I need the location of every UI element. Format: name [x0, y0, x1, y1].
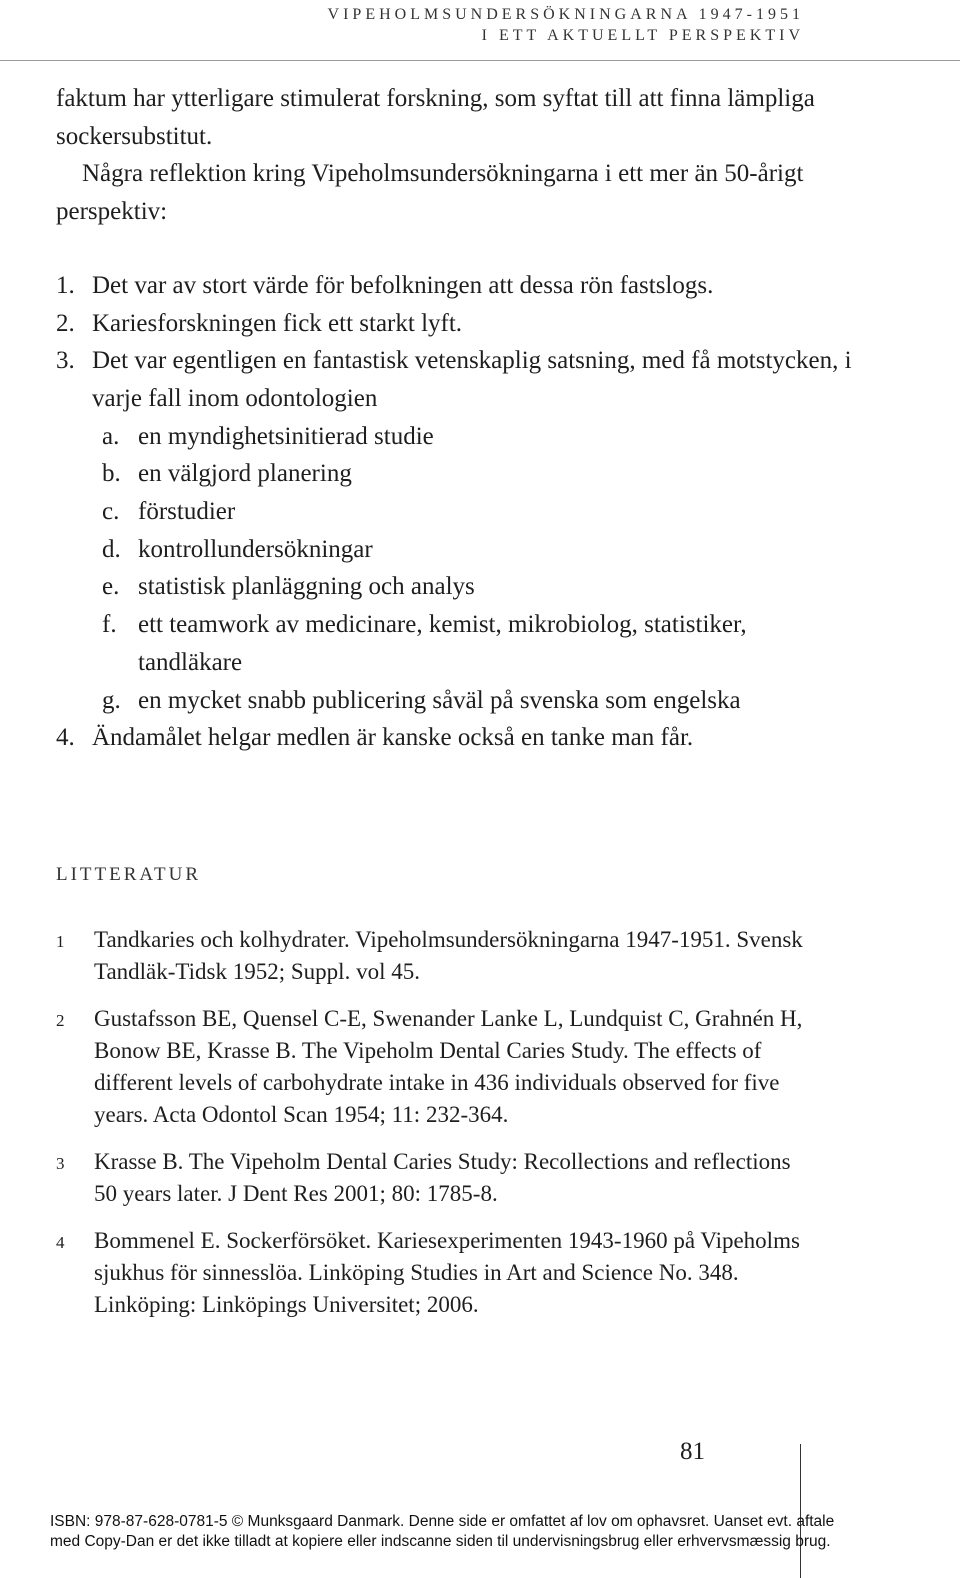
reference-item	[56, 1003, 816, 1131]
list-item-number: 2.	[56, 309, 75, 337]
list-item-4	[56, 719, 856, 757]
running-header-line1: VIPEHOLMSUNDERSÖKNINGARNA 1947-1951	[327, 6, 804, 23]
reference-item	[56, 924, 816, 988]
reference-number: 2	[56, 1011, 65, 1030]
list-item-1	[56, 267, 856, 305]
reference-number: 3	[56, 1154, 65, 1173]
sub-item-text: en mycket snabb publicering såväl på svenska som engelska	[138, 686, 741, 714]
reference-number: 4	[56, 1233, 65, 1252]
sub-item-letter: f.	[102, 611, 117, 639]
list-item-number: 3.	[56, 347, 75, 375]
sub-item-text: en myndighetsinitierad studie	[138, 422, 434, 450]
sub-item-letter: e.	[102, 573, 120, 601]
sub-item-text: statistisk planläggning och analys	[138, 573, 475, 601]
page-number: 81	[680, 1438, 705, 1465]
sub-item-g	[56, 682, 856, 720]
header-divider	[0, 60, 960, 61]
sub-item-text: förstudier	[138, 498, 236, 526]
sub-item-text: en välgjord planering	[138, 460, 352, 488]
reference-item	[56, 1225, 816, 1321]
list-item-text: Kariesforskningen fick ett starkt lyft.	[92, 309, 463, 337]
footer-line2: med Copy-Dan er det ikke tilladt at kopiere eller indscanne siden til undervisningsbrug eller erhvervsmæssig brug.	[50, 1533, 831, 1550]
sub-item-f	[56, 606, 856, 681]
list-item-number: 4.	[56, 724, 75, 752]
paragraph-1: faktum har ytterligare stimulerat forskning, som syftat till att finna lämpliga sockersubstitut.	[56, 85, 815, 150]
reference-text: Krasse B. The Vipeholm Dental Caries Study: Recollections and reflections 50 years later. J Dent Res 2001; 80: 1785-8.	[94, 1149, 791, 1206]
reference-text: Gustafsson BE, Quensel C-E, Swenander Lanke L, Lundquist C, Grahnén H, Bonow BE, Krasse B. The Vipeholm Dental Caries Study. The effects of different levels of carbohydrate intake in 436 individuals observed for five years. Acta Odontol Scan 1954; 11: 232-364.	[94, 1006, 803, 1127]
reference-list	[56, 924, 816, 1336]
vertical-rule	[800, 1444, 801, 1578]
sub-item-letter: a.	[102, 422, 120, 450]
paragraph-gap	[56, 231, 856, 267]
sub-item-letter: c.	[102, 498, 120, 526]
references-heading: LITTERATUR	[56, 864, 202, 885]
paragraph-2: Några reflektion kring Vipeholmsundersökningarna i ett mer än 50-årigt perspektiv:	[56, 160, 804, 226]
sub-item-letter: b.	[102, 460, 121, 488]
sub-item-b	[56, 455, 856, 493]
body-text	[56, 80, 856, 757]
list-item-number: 1.	[56, 271, 75, 299]
list-item-text: Ändamålet helgar medlen är kanske också en tanke man får.	[92, 724, 694, 752]
list-item-text: Det var av stort värde för befolkningen att dessa rön fastslogs.	[92, 271, 714, 299]
footer-line1: ISBN: 978-87-628-0781-5 © Munksgaard Danmark. Denne side er omfattet af lov om ophavsret. Uanset evt. aftale	[50, 1513, 835, 1530]
sub-item-text: ett teamwork av medicinare, kemist, mikrobiolog, statistiker, tandläkare	[138, 611, 747, 676]
sub-item-d	[56, 531, 856, 569]
list-item-text: Det var egentligen en fantastisk vetenskaplig satsning, med få motstycken, i varje fall inom odontologien	[92, 347, 852, 412]
sub-item-c	[56, 493, 856, 531]
sub-item-text: kontrollundersökningar	[138, 535, 373, 563]
running-header	[328, 4, 804, 46]
reference-text: Tandkaries och kolhydrater. Vipeholmsundersökningarna 1947-1951. Svensk Tandläk-Tidsk 1952; Suppl. vol 45.	[94, 927, 803, 984]
sub-item-a	[56, 418, 856, 456]
copyright-footer	[50, 1512, 930, 1552]
list-item-3	[56, 342, 856, 417]
reference-number: 1	[56, 932, 65, 951]
running-header-line2: I ETT AKTUELLT PERSPEKTIV	[481, 27, 804, 44]
list-item-2	[56, 305, 856, 343]
reference-text: Bommenel E. Sockerförsöket. Kariesexperimenten 1943-1960 på Vipeholms sjukhus för sinnesslöa. Linköping Studies in Art and Science No. 348. Linköping: Linköpings Universitet; 2006.	[94, 1228, 800, 1317]
reference-item	[56, 1146, 816, 1210]
sub-item-e	[56, 568, 856, 606]
sub-item-letter: d.	[102, 535, 121, 563]
sub-item-letter: g.	[102, 686, 121, 714]
